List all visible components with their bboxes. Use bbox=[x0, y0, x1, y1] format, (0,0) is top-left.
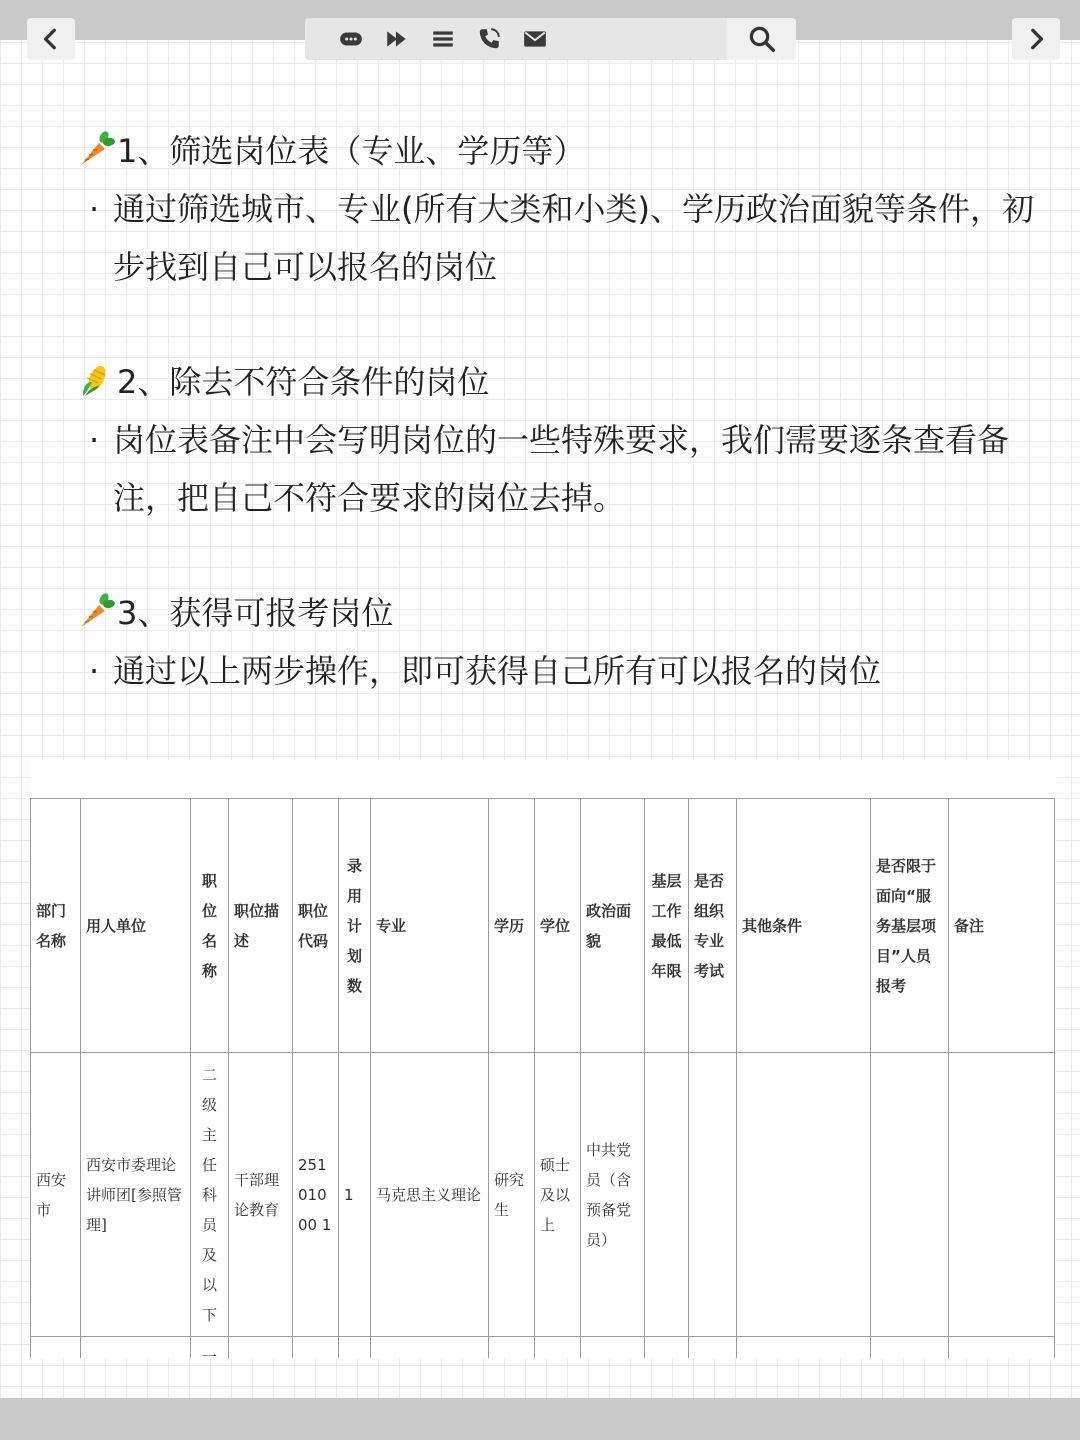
step-3 bbox=[75, 586, 1035, 700]
chevron-right-icon bbox=[1023, 26, 1049, 52]
step-2-text: 岗位表备注中会写明岗位的一些特殊要求，我们需要逐条查看备注，把自己不符合要求的岗位去掉。 bbox=[113, 421, 1010, 517]
table-cell bbox=[689, 1053, 737, 1337]
header-cell: 是否限于面向“服务基层项目”人员报考 bbox=[871, 799, 949, 1053]
table-cell bbox=[535, 1337, 581, 1359]
table-row bbox=[31, 1053, 1055, 1337]
table-cell bbox=[871, 1053, 949, 1337]
header-cell: 政治面貌 bbox=[581, 799, 645, 1053]
header-cell: 职位代码 bbox=[293, 799, 339, 1053]
step-2 bbox=[75, 355, 1035, 527]
carrot-icon bbox=[75, 591, 115, 631]
table-cell: 25101000 1 bbox=[293, 1053, 339, 1337]
table-cell: 研究生 bbox=[489, 1053, 535, 1337]
previous-page-button[interactable] bbox=[27, 18, 75, 60]
table-cell: 二级主任科员及以下 bbox=[191, 1053, 229, 1337]
step-3-title-row bbox=[75, 586, 1035, 636]
carrot-icon bbox=[75, 129, 115, 169]
table-cell bbox=[645, 1053, 689, 1337]
step-2-title: 2、除去不符合条件的岗位 bbox=[117, 363, 490, 401]
step-1-title: 1、筛选岗位表（专业、学历等） bbox=[117, 132, 586, 170]
table-cell: 1 bbox=[339, 1053, 371, 1337]
step-2-title-row bbox=[75, 355, 1035, 405]
table-cell bbox=[645, 1337, 689, 1359]
table-cell bbox=[371, 1337, 489, 1359]
step-3-text: 通过以上两步操作，即可获得自己所有可以报名的岗位 bbox=[113, 652, 882, 690]
chat-icon[interactable] bbox=[337, 25, 365, 53]
step-3-title: 3、获得可报考岗位 bbox=[117, 594, 394, 632]
header-cell: 基层工作最低年限 bbox=[645, 799, 689, 1053]
header-cell: 用人单位 bbox=[81, 799, 191, 1053]
search-button[interactable] bbox=[727, 18, 796, 60]
step-3-body bbox=[75, 642, 1035, 700]
table-cell bbox=[489, 1337, 535, 1359]
header-cell: 学位 bbox=[535, 799, 581, 1053]
table-cell bbox=[871, 1337, 949, 1359]
table-cell: 干部理论教育 bbox=[229, 1053, 293, 1337]
header-cell: 部门名称 bbox=[31, 799, 81, 1053]
bullet: · bbox=[89, 190, 100, 228]
step-1 bbox=[75, 124, 1035, 296]
header-cell: 录用计划数 bbox=[339, 799, 371, 1053]
table-cell bbox=[81, 1337, 191, 1359]
table-row bbox=[31, 1337, 1055, 1359]
table-cell: 硕士及以上 bbox=[535, 1053, 581, 1337]
table-cell bbox=[949, 1053, 1055, 1337]
chevron-left-icon bbox=[38, 26, 64, 52]
search-icon bbox=[747, 24, 777, 54]
table-cell bbox=[949, 1337, 1055, 1359]
next-page-button[interactable] bbox=[1012, 18, 1060, 60]
header-cell: 专业 bbox=[371, 799, 489, 1053]
bullet: · bbox=[89, 421, 100, 459]
step-1-text: 通过筛选城市、专业(所有大类和小类)、学历政治面貌等条件，初步找到自己可以报名的岗位 bbox=[113, 190, 1034, 286]
table-cell bbox=[737, 1053, 871, 1337]
step-2-body bbox=[75, 411, 1035, 527]
table-cell bbox=[581, 1337, 645, 1359]
bullet: · bbox=[89, 652, 100, 690]
header-cell: 学历 bbox=[489, 799, 535, 1053]
table-cell: 西安市委理论讲师团[参照管理] bbox=[81, 1053, 191, 1337]
table-cell bbox=[293, 1337, 339, 1359]
step-1-title-row bbox=[75, 124, 1035, 174]
toolbar bbox=[305, 18, 727, 60]
table-cell bbox=[737, 1337, 871, 1359]
table-cell: 马克思主义理论 bbox=[371, 1053, 489, 1337]
table-cell bbox=[31, 1337, 81, 1359]
step-1-body bbox=[75, 180, 1035, 296]
corn-icon bbox=[75, 360, 115, 400]
table-cell bbox=[229, 1337, 293, 1359]
job-table bbox=[30, 798, 1055, 1358]
table-cell: 中共党员（含预备党员） bbox=[581, 1053, 645, 1337]
job-table-image bbox=[30, 760, 1056, 1358]
mail-icon[interactable] bbox=[521, 25, 549, 53]
table-cell: 西安市 bbox=[31, 1053, 81, 1337]
table-cell bbox=[689, 1337, 737, 1359]
call-icon[interactable] bbox=[475, 25, 503, 53]
notes-icon[interactable] bbox=[429, 25, 457, 53]
header-cell: 其他条件 bbox=[737, 799, 871, 1053]
header-cell: 职位名称 bbox=[191, 799, 229, 1053]
table-header-row bbox=[31, 799, 1055, 1053]
table-cell: 一 bbox=[191, 1337, 229, 1359]
bottom-bar bbox=[0, 1398, 1080, 1440]
header-cell: 是否组织专业考试 bbox=[689, 799, 737, 1053]
forward-icon[interactable] bbox=[383, 25, 411, 53]
header-cell: 备注 bbox=[949, 799, 1055, 1053]
header-cell: 职位描述 bbox=[229, 799, 293, 1053]
table-cell bbox=[339, 1337, 371, 1359]
